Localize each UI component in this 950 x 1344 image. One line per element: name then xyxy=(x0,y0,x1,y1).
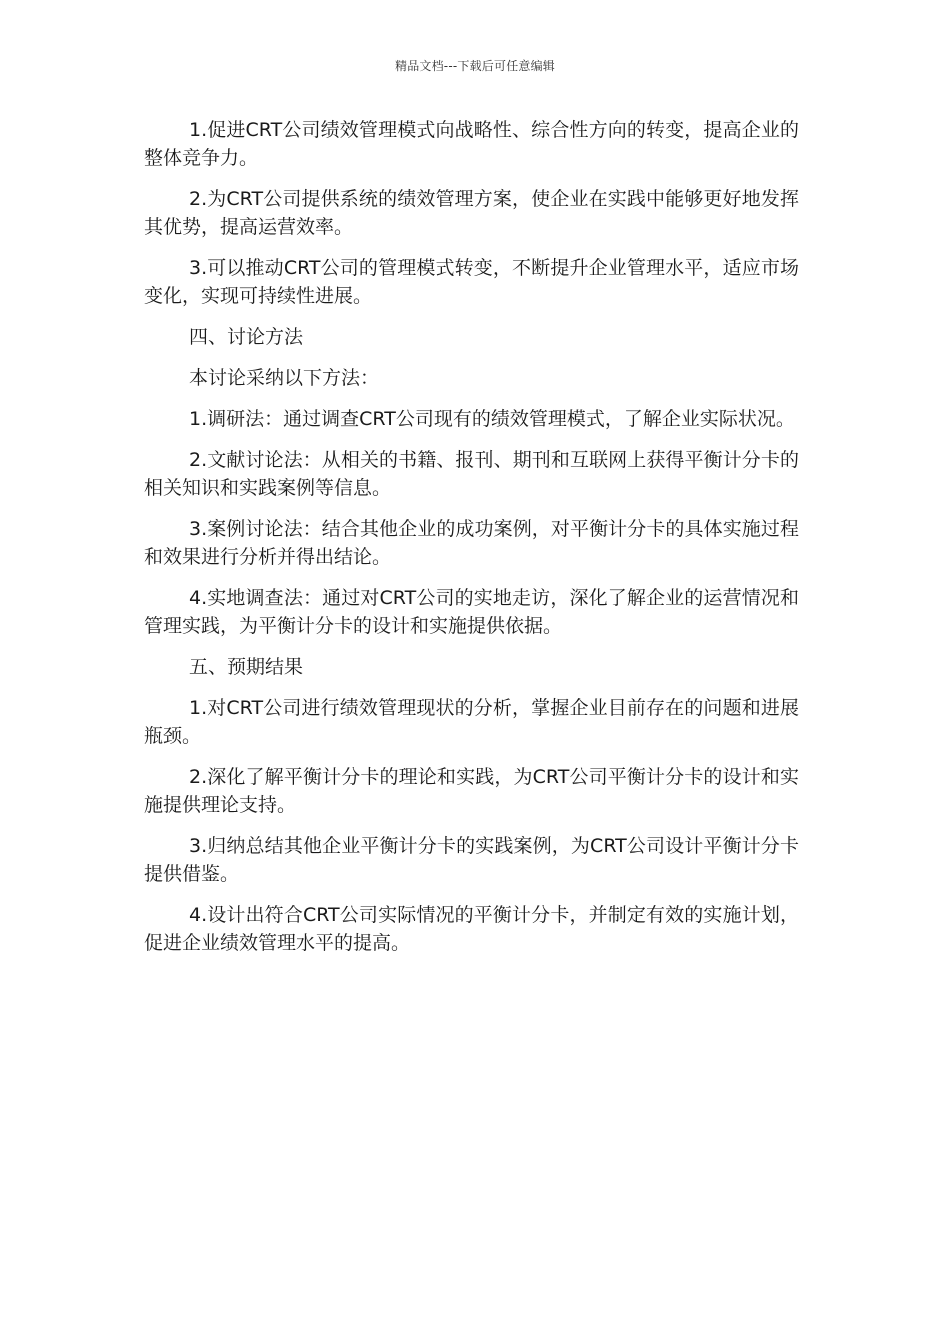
paragraph-method-1: 1.调研法：通过调查CRT公司现有的绩效管理模式，了解企业实际状况。 xyxy=(189,408,795,430)
paragraph-methods-intro: 本讨论采纳以下方法： xyxy=(189,367,380,389)
paragraph-result-1: 1.对CRT公司进行绩效管理现状的分析，掌握企业目前存在的问题和进展瓶颈。 xyxy=(144,697,799,747)
paragraph-method-4: 4.实地调查法：通过对CRT公司的实地走访，深化了解企业的运营情况和管理实践，为平衡计分卡的设计和实施提供依据。 xyxy=(144,587,799,637)
paragraph-result-3: 3.归纳总结其他企业平衡计分卡的实践案例，为CRT公司设计平衡计分卡提供借鉴。 xyxy=(144,835,799,885)
paragraph-goal-3: 3.可以推动CRT公司的管理模式转变，不断提升企业管理水平，适应市场变化，实现可持续性进展。 xyxy=(144,257,799,307)
paragraph-result-4: 4.设计出符合CRT公司实际情况的平衡计分卡，并制定有效的实施计划，促进企业绩效管理水平的提高。 xyxy=(144,904,799,954)
paragraph-goal-1: 1.促进CRT公司绩效管理模式向战略性、综合性方向的转变，提高企业的整体竞争力。 xyxy=(144,119,799,169)
section-heading-expected-results: 五、预期结果 xyxy=(189,656,304,678)
paragraph-result-2: 2.深化了解平衡计分卡的理论和实践，为CRT公司平衡计分卡的设计和实施提供理论支持。 xyxy=(144,766,799,816)
page-header: 精品文档---下载后可任意编辑 xyxy=(395,59,555,73)
section-heading-methods: 四、讨论方法 xyxy=(189,326,304,348)
document-body xyxy=(144,116,799,970)
paragraph-method-2: 2.文献讨论法：从相关的书籍、报刊、期刊和互联网上获得平衡计分卡的相关知识和实践案例等信息。 xyxy=(144,449,799,499)
paragraph-method-3: 3.案例讨论法：结合其他企业的成功案例，对平衡计分卡的具体实施过程和效果进行分析并得出结论。 xyxy=(144,518,799,568)
paragraph-goal-2: 2.为CRT公司提供系统的绩效管理方案，使企业在实践中能够更好地发挥其优势，提高运营效率。 xyxy=(144,188,799,238)
